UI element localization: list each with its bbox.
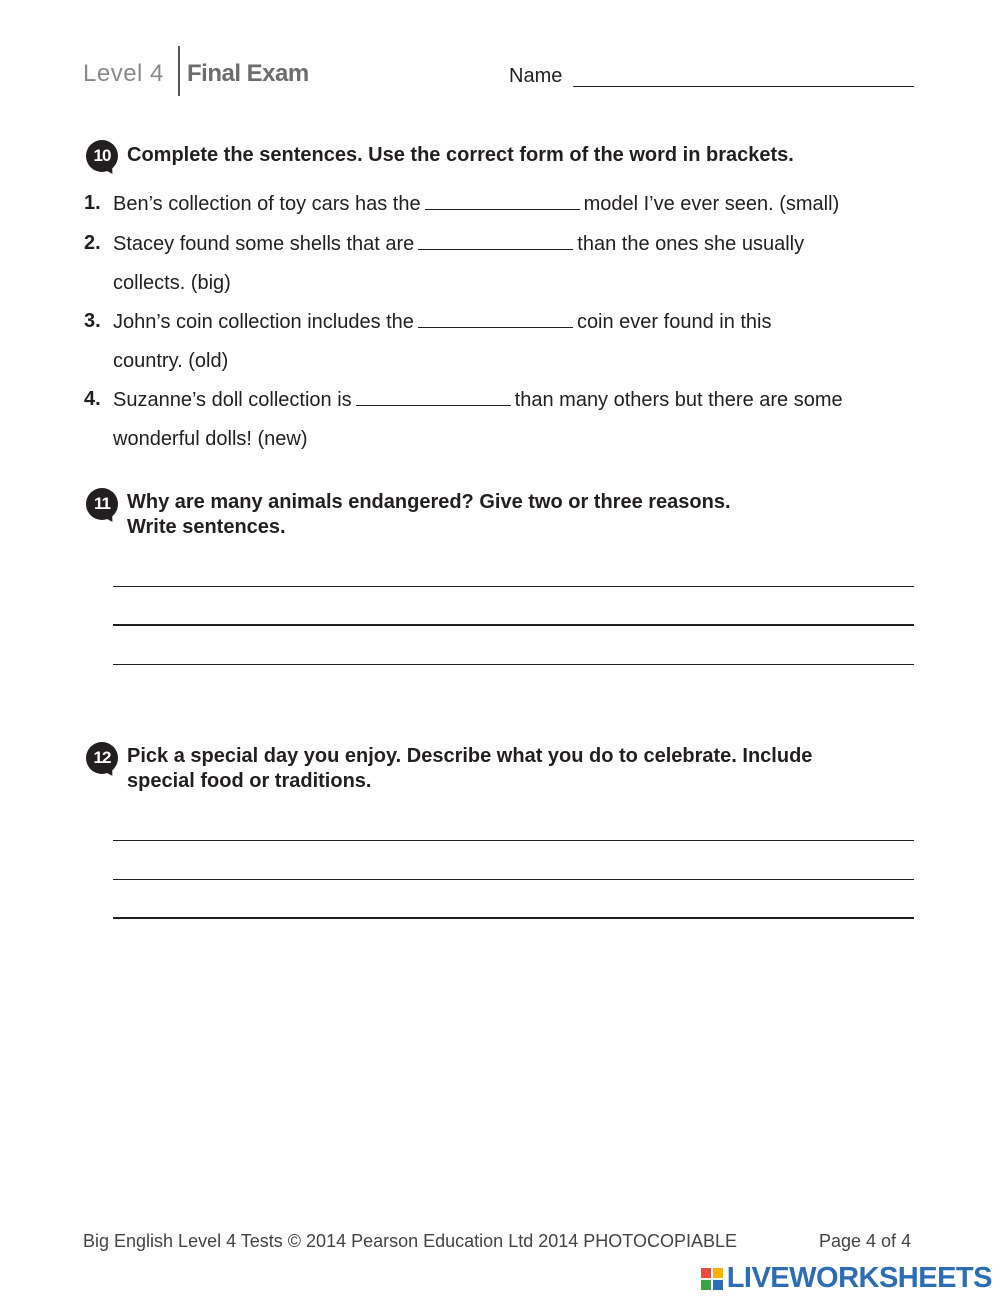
item-4-text-before: Suzanne’s doll collection is (113, 389, 352, 411)
item-1-text-before: Ben’s collection of toy cars has the (113, 193, 421, 215)
item-1-blank[interactable] (425, 193, 580, 210)
item-3-text-after: coin ever found in this (576, 311, 772, 333)
question-12-badge: 12 (86, 742, 118, 774)
item-3-number: 3. (84, 310, 101, 332)
exam-title: Final Exam (187, 60, 309, 87)
liveworksheets-text: LIVEWORKSHEETS (726, 1262, 992, 1294)
item-1-number: 1. (84, 192, 101, 214)
question-12-instruction-line2: special food or traditions. (127, 770, 372, 792)
item-1-sentence (113, 192, 839, 216)
item-2-number: 2. (84, 232, 101, 254)
answer-11-line-2[interactable] (113, 624, 914, 626)
liveworksheets-blocks-icon (701, 1268, 723, 1290)
item-2-continuation: collects. (big) (113, 272, 231, 294)
item-2-text-before: Stacey found some shells that are (113, 233, 415, 255)
question-12-instruction-line1: Pick a special day you enjoy. Describe what you do to celebrate. Include (127, 745, 813, 767)
answer-11-line-1[interactable] (113, 586, 914, 587)
liveworksheets-logo (701, 1262, 992, 1295)
answer-12-line-3[interactable] (113, 917, 914, 919)
answer-11-line-3[interactable] (113, 664, 914, 665)
name-input-line[interactable] (573, 86, 914, 87)
item-4-text-after: than many others but there are some (514, 389, 843, 411)
item-1-text-after: model I’ve ever seen. (small) (583, 193, 840, 215)
item-2-sentence (113, 232, 804, 256)
question-11-instruction-line2: Write sentences. (127, 516, 286, 538)
answer-12-line-2[interactable] (113, 879, 914, 880)
answer-12-line-1[interactable] (113, 840, 914, 841)
footer-page-number: Page 4 of 4 (819, 1231, 912, 1251)
item-4-sentence (113, 388, 843, 412)
item-4-continuation: wonderful dolls! (new) (113, 428, 308, 450)
level-label: Level 4 (83, 60, 164, 87)
question-11-badge: 11 (86, 488, 118, 520)
item-2-text-after: than the ones she usually (577, 233, 805, 255)
item-3-sentence (113, 310, 772, 334)
item-4-blank[interactable] (356, 389, 511, 406)
item-2-blank[interactable] (418, 233, 573, 250)
item-3-blank[interactable] (418, 311, 573, 328)
item-3-continuation: country. (old) (113, 350, 229, 372)
item-3-text-before: John’s coin collection includes the (113, 311, 414, 333)
header-divider (178, 46, 180, 96)
item-4-number: 4. (84, 388, 101, 410)
name-label: Name (509, 65, 563, 87)
question-10-badge: 10 (86, 140, 118, 172)
question-10-instruction: Complete the sentences. Use the correct form of the word in brackets. (127, 144, 794, 166)
question-11-instruction-line1: Why are many animals endangered? Give two or three reasons. (127, 491, 731, 513)
footer-copyright: Big English Level 4 Tests © 2014 Pearson Education Ltd 2014 PHOTOCOPIABLE (83, 1231, 737, 1251)
